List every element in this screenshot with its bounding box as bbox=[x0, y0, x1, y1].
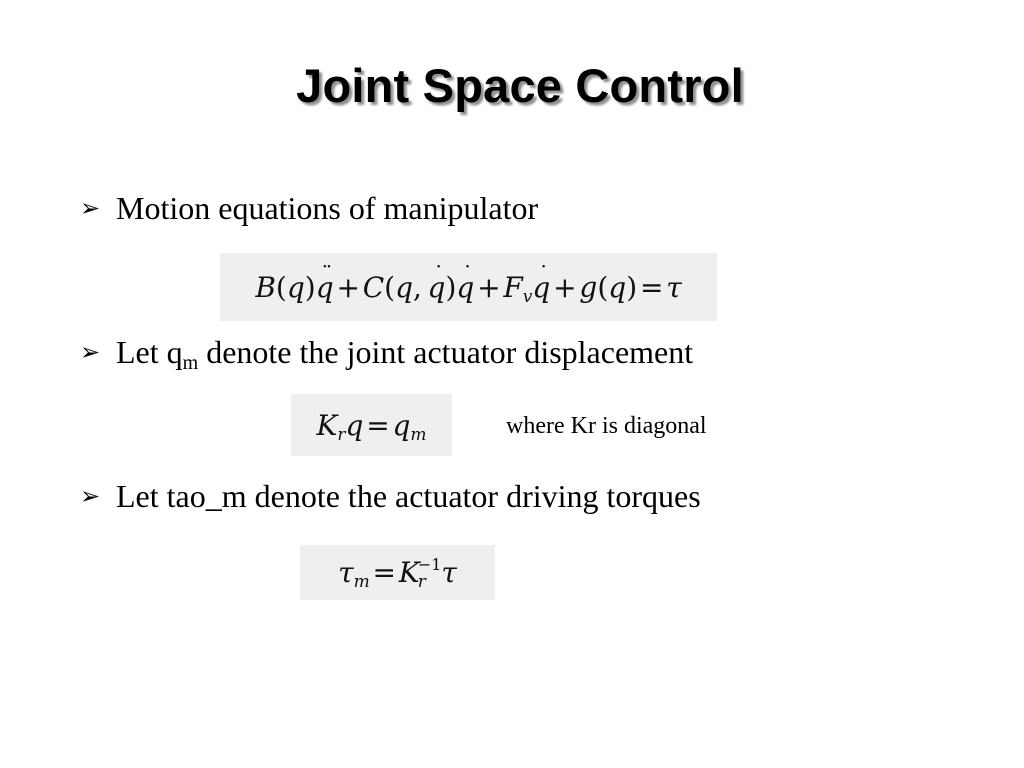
bullet-driving-torques bbox=[80, 478, 701, 515]
bullet-motion-equations bbox=[80, 190, 538, 227]
diagonal-note: where Kr is diagonal bbox=[506, 413, 707, 439]
arrow-bullet-icon: ➢ bbox=[80, 338, 101, 366]
equation-image-torque: $\tau_m$ = $K_r^{-1}\tau$ bbox=[300, 545, 495, 600]
bullet-text-rest: denote the joint actuator displacement bbox=[198, 334, 694, 370]
slide-title: Joint Space Control bbox=[296, 59, 744, 112]
arrow-bullet-icon: ➢ bbox=[80, 482, 101, 510]
equation-image-motion: B(q)¨ q + C(q, ˙ q)˙ q + $F_v˙$ q + g(q) = τ bbox=[220, 253, 717, 321]
bullet-text-lead: Let q bbox=[116, 334, 183, 370]
bullet-subscript: m bbox=[182, 352, 199, 374]
bullet-text: Let tao_m denote the actuator driving torques bbox=[116, 478, 701, 514]
equation-image-kr: $K_rq$ = $q_m$ bbox=[291, 394, 452, 456]
arrow-bullet-icon: ➢ bbox=[80, 194, 101, 222]
bullet-actuator-displacement bbox=[80, 334, 694, 374]
bullet-text: Motion equations of manipulator bbox=[116, 190, 539, 226]
